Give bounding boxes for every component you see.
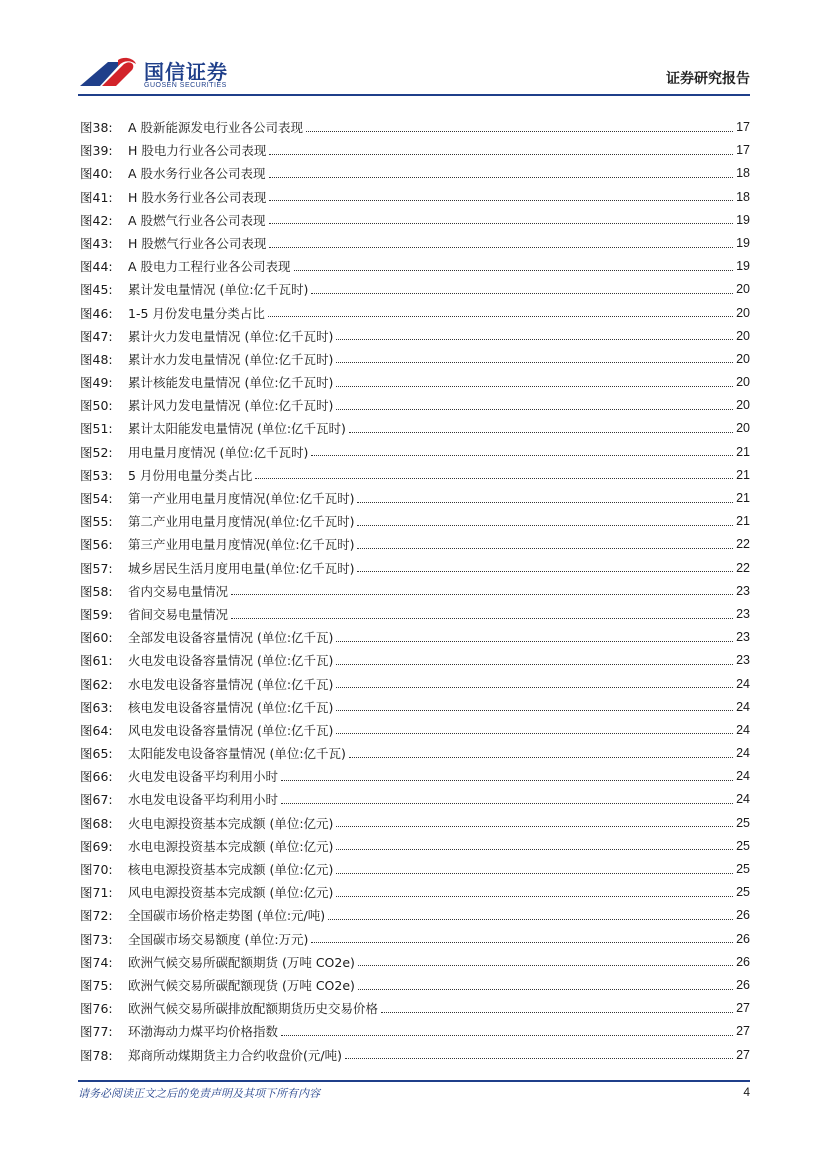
figure-page-number: 23 xyxy=(736,653,750,668)
figure-title: 第一产业用电量月度情况(单位:亿千瓦时) xyxy=(128,491,355,506)
toc-entry[interactable] xyxy=(80,603,750,626)
toc-entry[interactable] xyxy=(80,928,750,951)
figure-page-number: 27 xyxy=(736,1001,750,1016)
brand-name-en: GUOSEN SECURITIES xyxy=(144,82,227,89)
dot-leader xyxy=(336,663,733,665)
figure-label: 图52: xyxy=(80,444,113,460)
figure-title: 省间交易电量情况 xyxy=(128,606,229,622)
figure-label: 图73: xyxy=(80,931,113,947)
figure-title: 累计核能发电量情况 (单位:亿千瓦时) xyxy=(128,375,334,391)
figure-label: 图70: xyxy=(80,862,113,877)
figure-title: 累计火力发电量情况 (单位:亿千瓦时) xyxy=(128,328,334,344)
dot-leader xyxy=(336,385,733,387)
dot-leader xyxy=(358,988,733,990)
dot-leader xyxy=(269,222,734,224)
figure-label: 图77: xyxy=(80,1024,113,1040)
figure-list xyxy=(80,116,750,1067)
dot-leader xyxy=(311,454,733,456)
figure-title: 风电发电设备容量情况 (单位:亿千瓦) xyxy=(128,722,334,738)
figure-page-number: 20 xyxy=(736,282,750,297)
figure-page-number: 22 xyxy=(736,537,750,552)
figure-page-number: 21 xyxy=(736,514,750,529)
report-type-label: 证券研究报告 xyxy=(666,71,750,87)
figure-label: 图50: xyxy=(80,398,113,414)
figure-page-number: 21 xyxy=(736,467,750,482)
dot-leader xyxy=(336,361,733,363)
figure-label: 图64: xyxy=(80,722,113,738)
dot-leader xyxy=(231,617,733,619)
dot-leader xyxy=(231,593,733,595)
figure-label: 图42: xyxy=(80,212,113,228)
figure-label: 图62: xyxy=(80,676,113,692)
page-number: 4 xyxy=(743,1085,750,1099)
header-divider xyxy=(78,94,750,96)
figure-page-number: 20 xyxy=(736,328,750,343)
figure-label: 图56: xyxy=(80,537,113,553)
dot-leader xyxy=(311,292,733,294)
figure-title: A 股新能源发电行业各公司表现 xyxy=(128,120,304,135)
toc-entry[interactable] xyxy=(80,371,750,394)
figure-page-number: 25 xyxy=(736,862,750,876)
figure-page-number: 24 xyxy=(736,746,750,761)
figure-page-number: 26 xyxy=(736,931,750,946)
figure-title: A 股电力工程行业各公司表现 xyxy=(128,259,291,275)
toc-entry[interactable] xyxy=(80,580,750,603)
figure-label: 图72: xyxy=(80,908,113,924)
figure-title: 全国碳市场价格走势图 (单位:元/吨) xyxy=(128,908,326,924)
dot-leader xyxy=(268,315,733,317)
dot-leader xyxy=(281,1034,733,1036)
toc-entry[interactable] xyxy=(80,394,750,417)
figure-title: 全国碳市场交易额度 (单位:万元) xyxy=(128,931,309,947)
toc-entry[interactable] xyxy=(80,997,750,1020)
dot-leader xyxy=(349,756,733,758)
figure-title: H 股燃气行业各公司表现 xyxy=(128,235,267,251)
figure-title: 1-5 月份发电量分类占比 xyxy=(128,305,265,321)
figure-page-number: 24 xyxy=(736,769,750,784)
figure-label: 图63: xyxy=(80,699,113,715)
figure-label: 图58: xyxy=(80,583,113,599)
figure-title: 累计太阳能发电量情况 (单位:亿千瓦时) xyxy=(128,421,346,437)
dot-leader xyxy=(269,246,733,248)
figure-page-number: 26 xyxy=(736,977,750,992)
figure-label: 图44: xyxy=(80,259,113,275)
dot-leader xyxy=(328,918,733,920)
toc-entry[interactable] xyxy=(80,487,750,510)
footer-disclaimer: 请务必阅读正文之后的免责声明及其项下所有内容 xyxy=(78,1087,320,1100)
figure-label: 图76: xyxy=(80,1001,113,1017)
dot-leader xyxy=(336,825,733,827)
toc-entry[interactable] xyxy=(80,719,750,742)
figure-label: 图60: xyxy=(80,630,113,646)
dot-leader xyxy=(336,732,733,734)
toc-entry[interactable] xyxy=(80,904,750,927)
figure-label: 图55: xyxy=(80,514,113,530)
figure-page-number: 24 xyxy=(736,699,750,714)
toc-entry[interactable] xyxy=(80,812,750,835)
toc-entry[interactable] xyxy=(80,557,750,580)
figure-title: 累计发电量情况 (单位:亿千瓦时) xyxy=(128,282,309,298)
toc-entry[interactable] xyxy=(80,696,750,719)
toc-entry[interactable] xyxy=(80,232,750,255)
toc-entry[interactable] xyxy=(80,533,750,556)
toc-entry[interactable] xyxy=(80,464,750,487)
figure-title: H 股电力行业各公司表现 xyxy=(128,143,267,159)
figure-page-number: 22 xyxy=(736,560,750,575)
toc-entry[interactable] xyxy=(80,788,750,811)
figure-page-number: 23 xyxy=(736,630,750,645)
figure-label: 图53: xyxy=(80,467,113,483)
figure-title: 5 月份用电量分类占比 xyxy=(128,467,253,483)
figure-label: 图68: xyxy=(80,815,113,831)
dot-leader xyxy=(357,570,733,572)
toc-entry[interactable] xyxy=(80,441,750,464)
toc-entry[interactable] xyxy=(80,325,750,348)
dot-leader xyxy=(336,895,733,897)
figure-title: 环渤海动力煤平均价格指数 xyxy=(128,1024,279,1040)
figure-page-number: 18 xyxy=(736,189,750,204)
toc-entry[interactable] xyxy=(80,673,750,696)
figure-page-number: 20 xyxy=(736,421,750,436)
dot-leader xyxy=(381,1011,733,1013)
toc-entry[interactable] xyxy=(80,510,750,533)
figure-label: 图78: xyxy=(80,1047,113,1063)
dot-leader xyxy=(336,872,733,874)
figure-label: 图61: xyxy=(80,653,113,669)
dot-leader xyxy=(349,431,733,433)
dot-leader xyxy=(345,1057,733,1059)
figure-label: 图57: xyxy=(80,560,113,576)
figure-label: 图59: xyxy=(80,606,113,622)
figure-label: 图46: xyxy=(80,305,113,321)
dot-leader xyxy=(306,130,733,132)
toc-entry[interactable] xyxy=(80,835,750,858)
figure-page-number: 23 xyxy=(736,583,750,598)
figure-label: 图47: xyxy=(80,328,113,344)
figure-page-number: 19 xyxy=(736,235,750,250)
toc-entry[interactable] xyxy=(80,974,750,997)
figure-title: 第二产业用电量月度情况(单位:亿千瓦时) xyxy=(128,514,355,530)
figure-title: 风电电源投资基本完成额 (单位:亿元) xyxy=(128,885,334,901)
figure-label: 图39: xyxy=(80,143,113,159)
figure-title: 全部发电设备容量情况 (单位:亿千瓦) xyxy=(128,630,334,646)
toc-entry[interactable] xyxy=(80,209,750,232)
dot-leader xyxy=(255,477,733,479)
figure-label: 图41: xyxy=(80,189,113,205)
figure-page-number: 20 xyxy=(736,351,750,366)
figure-label: 图49: xyxy=(80,375,113,391)
figure-title: H 股水务行业各公司表现 xyxy=(128,189,267,205)
figure-title: 郑商所动煤期货主力合约收盘价(元/吨) xyxy=(128,1047,342,1063)
guosen-logo xyxy=(78,56,278,92)
figure-title: 核电电源投资基本完成额 (单位:亿元) xyxy=(128,862,334,877)
toc-entry[interactable] xyxy=(80,139,750,162)
figure-title: 水电发电设备容量情况 (单位:亿千瓦) xyxy=(128,676,334,692)
figure-label: 图54: xyxy=(80,491,113,506)
figure-page-number: 19 xyxy=(736,212,750,227)
figure-page-number: 18 xyxy=(736,166,750,181)
figure-title: 省内交易电量情况 xyxy=(128,583,229,599)
toc-entry[interactable] xyxy=(80,951,750,974)
dot-leader xyxy=(336,408,733,410)
toc-entry[interactable] xyxy=(80,302,750,325)
figure-title: 城乡居民生活月度用电量(单位:亿千瓦时) xyxy=(128,560,355,576)
figure-page-number: 24 xyxy=(736,792,750,807)
figure-title: 水电发电设备平均利用小时 xyxy=(128,792,279,808)
figure-label: 图40: xyxy=(80,166,113,182)
figure-page-number: 20 xyxy=(736,375,750,390)
toc-entry[interactable] xyxy=(80,278,750,301)
figure-title: 火电发电设备平均利用小时 xyxy=(128,769,279,785)
figure-title: 火电电源投资基本完成额 (单位:亿元) xyxy=(128,815,334,831)
figure-title: 火电发电设备容量情况 (单位:亿千瓦) xyxy=(128,653,334,669)
toc-entry[interactable] xyxy=(80,649,750,672)
figure-title: 欧洲气候交易所碳排放配额期货历史交易价格 xyxy=(128,1001,379,1017)
figure-page-number: 26 xyxy=(736,954,750,969)
figure-page-number: 21 xyxy=(736,444,750,459)
dot-leader xyxy=(336,848,733,850)
figure-page-number: 20 xyxy=(736,398,750,413)
dot-leader xyxy=(357,501,733,503)
figure-label: 图38: xyxy=(80,120,113,135)
dot-leader xyxy=(281,802,733,804)
toc-entry[interactable] xyxy=(80,255,750,278)
dot-leader xyxy=(336,686,733,688)
dot-leader xyxy=(311,941,733,943)
figure-label: 图43: xyxy=(80,235,113,251)
toc-entry[interactable] xyxy=(80,186,750,209)
dot-leader xyxy=(269,199,733,201)
dot-leader xyxy=(281,779,733,781)
dot-leader xyxy=(294,269,734,271)
figure-title: 水电电源投资基本完成额 (单位:亿元) xyxy=(128,838,334,854)
page-header xyxy=(78,54,750,96)
figure-page-number: 25 xyxy=(736,885,750,900)
figure-title: 太阳能发电设备容量情况 (单位:亿千瓦) xyxy=(128,746,346,762)
toc-entry[interactable] xyxy=(80,348,750,371)
figure-label: 图69: xyxy=(80,838,113,854)
dot-leader xyxy=(358,964,733,966)
figure-label: 图75: xyxy=(80,977,113,993)
figure-page-number: 25 xyxy=(736,838,750,853)
dot-leader xyxy=(269,153,733,155)
toc-entry[interactable] xyxy=(80,626,750,649)
toc-entry[interactable] xyxy=(80,742,750,765)
dot-leader xyxy=(357,524,733,526)
figure-label: 图67: xyxy=(80,792,113,808)
figure-page-number: 27 xyxy=(736,1047,750,1062)
figure-label: 图51: xyxy=(80,421,113,437)
figure-title: A 股燃气行业各公司表现 xyxy=(128,212,266,228)
figure-title: 第三产业用电量月度情况(单位:亿千瓦时) xyxy=(128,537,355,553)
figure-page-number: 21 xyxy=(736,491,750,505)
toc-entry[interactable] xyxy=(80,417,750,440)
figure-title: 用电量月度情况 (单位:亿千瓦时) xyxy=(128,444,309,460)
figure-page-number: 17 xyxy=(736,143,750,158)
figure-page-number: 25 xyxy=(736,815,750,830)
toc-entry[interactable] xyxy=(80,1044,750,1067)
figure-title: 累计水力发电量情况 (单位:亿千瓦时) xyxy=(128,351,334,367)
figure-page-number: 26 xyxy=(736,908,750,923)
figure-title: 欧洲气候交易所碳配额现货 (万吨 CO2e) xyxy=(128,977,355,993)
figure-label: 图45: xyxy=(80,282,113,298)
figure-label: 图48: xyxy=(80,351,113,367)
figure-title: 欧洲气候交易所碳配额期货 (万吨 CO2e) xyxy=(128,954,355,970)
figure-title: A 股水务行业各公司表现 xyxy=(128,166,266,182)
dot-leader xyxy=(336,640,733,642)
figure-page-number: 19 xyxy=(736,259,750,274)
figure-label: 图71: xyxy=(80,885,113,901)
guosen-logo-icon xyxy=(78,56,138,92)
figure-page-number: 27 xyxy=(736,1024,750,1039)
dot-leader xyxy=(357,547,733,549)
toc-entry[interactable] xyxy=(80,116,750,139)
dot-leader xyxy=(269,176,734,178)
toc-entry[interactable] xyxy=(80,162,750,185)
figure-label: 图74: xyxy=(80,954,113,970)
figure-page-number: 20 xyxy=(736,305,750,320)
brand-name-cn: 国信证券 xyxy=(144,60,228,84)
toc-entry[interactable] xyxy=(80,1020,750,1043)
dot-leader xyxy=(336,338,733,340)
figure-title: 核电发电设备容量情况 (单位:亿千瓦) xyxy=(128,699,334,715)
dot-leader xyxy=(336,709,733,711)
figure-label: 图66: xyxy=(80,769,113,785)
figure-title: 累计风力发电量情况 (单位:亿千瓦时) xyxy=(128,398,334,414)
figure-page-number: 17 xyxy=(736,120,750,134)
figure-page-number: 24 xyxy=(736,722,750,737)
toc-entry[interactable] xyxy=(80,881,750,904)
toc-entry[interactable] xyxy=(80,765,750,788)
footer-divider xyxy=(78,1080,750,1082)
figure-page-number: 24 xyxy=(736,676,750,691)
toc-entry[interactable] xyxy=(80,858,750,881)
figure-page-number: 23 xyxy=(736,606,750,621)
figure-label: 图65: xyxy=(80,746,113,762)
